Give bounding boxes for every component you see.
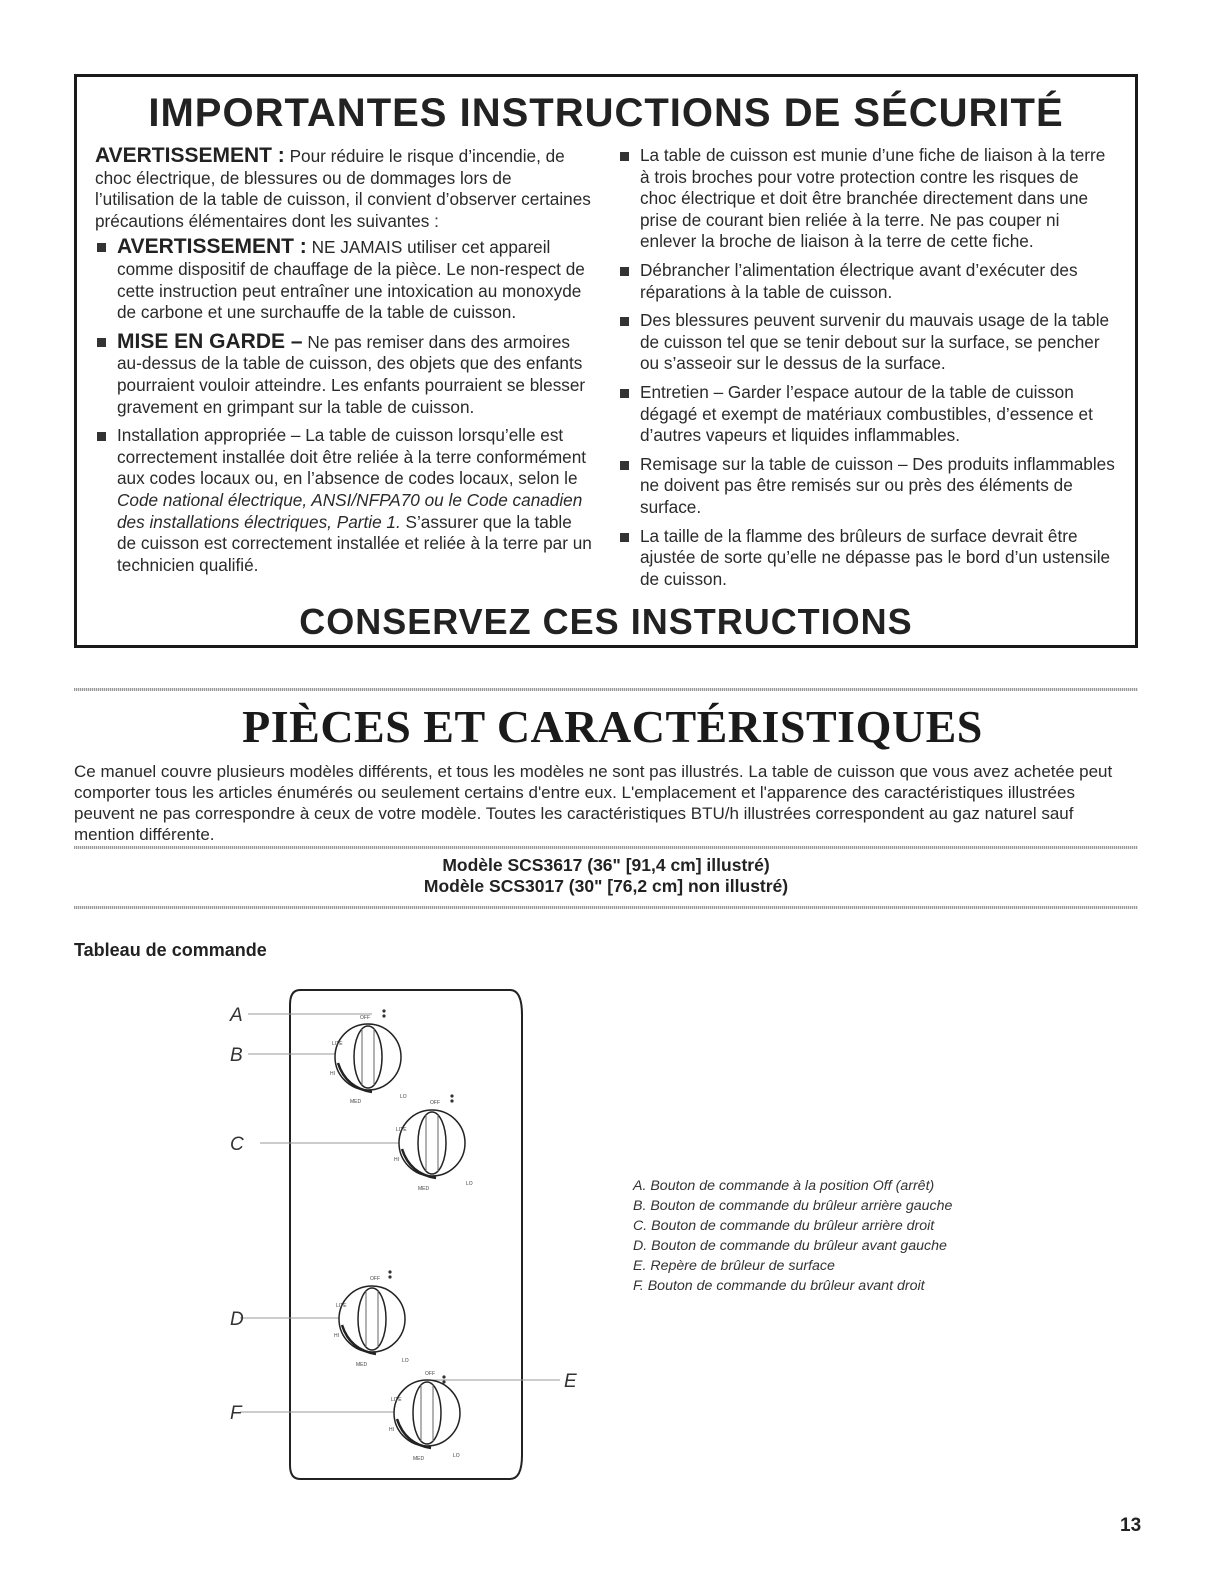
label-lite: LITE xyxy=(391,1397,402,1403)
safety-title: IMPORTANTES INSTRUCTIONS DE SÉCURITÉ xyxy=(148,91,1064,135)
label-lite: LITE xyxy=(332,1041,343,1047)
install-text: Installation appropriée – La table de cuisson lorsqu’elle est correctement installée doit être reliée à la terre conformément aux codes locaux ou, en l’absence de codes locaux, selon le xyxy=(117,425,587,489)
caption-a: A. Bouton de commande à la position Off (arrêt) xyxy=(633,1178,935,1194)
knob-left-rear xyxy=(330,1015,407,1105)
list-item: Entretien – Garder l’espace autour de la table de cuisson dégagé et exempt de matériaux combustibles, d’essence et d’autres vapeurs et liquides inflammables. xyxy=(618,382,1118,447)
knob-right-rear xyxy=(394,1100,473,1192)
list-item: Remisage sur la table de cuisson – Des produits inflammables ne doivent pas être remisés sur ou près des éléments de surface. xyxy=(618,454,1118,519)
model-line: Modèle SCS3017 (30" [76,2 cm] non illustré) xyxy=(423,876,789,896)
safety-right-column xyxy=(618,145,1118,597)
label-lo: LO xyxy=(402,1358,409,1364)
warning-label: AVERTISSEMENT : xyxy=(95,144,285,167)
section-title: PIÈCES ET CARACTÉRISTIQUES xyxy=(242,701,983,752)
model-header xyxy=(74,855,1138,897)
label-hi: HI xyxy=(330,1071,335,1077)
bullet-text: Ne pas remiser dans des armoires au-dessus de la table de cuisson, des objets que des enfants pourraient vouloir atteindre. Les enfants pourraient se blesser gravement en grimpant sur la table de cuisson. xyxy=(117,331,586,417)
control-panel-heading: Tableau de commande xyxy=(74,940,267,960)
list-item-installation xyxy=(95,425,595,576)
save-instructions-heading: CONSERVEZ CES INSTRUCTIONS xyxy=(299,601,913,642)
label-hi: HI xyxy=(334,1333,339,1339)
list-item: Des blessures peuvent survenir du mauvais usage de la table de cuisson tel que se tenir debout sur la surface, se pencher ou s’asseoir sur le dessus de la surface. xyxy=(618,310,1118,375)
label-med: MED xyxy=(350,1099,362,1105)
divider xyxy=(74,846,1138,849)
list-item: La taille de la flamme des brûleurs de surface devrait être ajustée de sorte qu’elle ne dépasse pas le bord d’un ustensile de cuisson. xyxy=(618,526,1118,591)
label-off: OFF xyxy=(370,1276,380,1282)
install-text-end: S’assurer que la table de cuisson est correctement installée et reliée à la terre par un technicien qualifié. xyxy=(117,511,592,575)
page-number: 13 xyxy=(1120,1515,1142,1536)
knob-right-front xyxy=(389,1371,460,1462)
label-lo: LO xyxy=(466,1181,473,1187)
label-lo: LO xyxy=(453,1453,460,1459)
control-panel-diagram xyxy=(220,985,600,1485)
label-med: MED xyxy=(418,1186,430,1192)
caption-e: E. Repère de brûleur de surface xyxy=(633,1258,835,1274)
callout-b: B xyxy=(230,1045,243,1066)
warning-intro xyxy=(95,145,595,232)
label-off: OFF xyxy=(360,1015,370,1021)
label-med: MED xyxy=(413,1456,425,1462)
label-lo: LO xyxy=(400,1094,407,1100)
list-item xyxy=(95,331,595,418)
label-lite: LITE xyxy=(396,1127,407,1133)
divider xyxy=(74,906,1138,909)
caption-f: F. Bouton de commande du brûleur avant droit xyxy=(633,1278,925,1294)
label-off: OFF xyxy=(425,1371,435,1377)
bullet-label: MISE EN GARDE – xyxy=(117,329,303,353)
safety-instructions-box xyxy=(74,74,1138,648)
model-line: Modèle SCS3617 (36" [91,4 cm] illustré) xyxy=(442,855,770,875)
section-intro: Ce manuel couvre plusieurs modèles différents, et tous les modèles ne sont pas illustrés. La table de cuisson que vous avez achetée peut comporter tous les articles énumérés ou seulement certains d'entre eux. L'emplacement et l'apparence des caractéristiques illustrées peuvent ne pas correspondre à ceux de votre modèle. Toutes les caractéristiques BTU/h illustrées correspondent au gaz naturel sauf mention différente. xyxy=(74,762,1113,844)
knob-left-front xyxy=(334,1276,409,1368)
list-item: La table de cuisson est munie d’une fiche de liaison à la terre à trois broches pour votre protection contre les risques de choc électrique et doit être branchée directement dans une prise de courant bien reliée à la terre. Ne pas couper ni enlever la broche de liaison à la terre de cette fiche. xyxy=(618,145,1118,253)
caption-b: B. Bouton de commande du brûleur arrière gauche xyxy=(633,1198,953,1214)
label-hi: HI xyxy=(389,1427,394,1433)
callout-leaders xyxy=(240,1014,560,1412)
safety-left-column xyxy=(95,145,595,583)
list-item xyxy=(95,236,595,323)
divider xyxy=(74,688,1138,691)
callout-f: F xyxy=(230,1403,242,1424)
label-hi: HI xyxy=(394,1157,399,1163)
left-bullet-list xyxy=(95,236,595,576)
list-item: Débrancher l’alimentation électrique avant d’exécuter des réparations à la table de cuisson. xyxy=(618,260,1118,303)
bullet-label: AVERTISSEMENT : xyxy=(117,235,307,259)
bullet-text: NE JAMAIS utiliser cet appareil comme dispositif de chauffage de la pièce. Le non-respect de cette instruction peut entraîner une intoxication au monoxyde de carbone et une surchauffe de la table de cuisson. xyxy=(117,237,585,323)
caption-c: C. Bouton de commande du brûleur arrière droit xyxy=(633,1218,935,1234)
label-med: MED xyxy=(356,1362,368,1368)
callout-a: A xyxy=(230,1005,243,1026)
warning-text: Pour réduire le risque d’incendie, de choc électrique, de blessures ou de dommages lors de l’utilisation de la table de cuisson, il convient d’observer certaines précautions élémentaires dont les suivantes : xyxy=(95,146,591,231)
callout-e: E xyxy=(564,1371,577,1392)
caption-d: D. Bouton de commande du brûleur avant gauche xyxy=(633,1238,947,1254)
label-lite: LITE xyxy=(336,1303,347,1309)
callout-d: D xyxy=(230,1309,244,1330)
right-bullet-list xyxy=(618,145,1118,590)
install-code-reference: Code national électrique, ANSI/NFPA70 ou le Code canadien des installations électriques, Partie 1. xyxy=(117,489,583,532)
callout-c: C xyxy=(230,1134,244,1155)
label-off: OFF xyxy=(430,1100,440,1106)
diagram-captions xyxy=(633,1176,952,1296)
